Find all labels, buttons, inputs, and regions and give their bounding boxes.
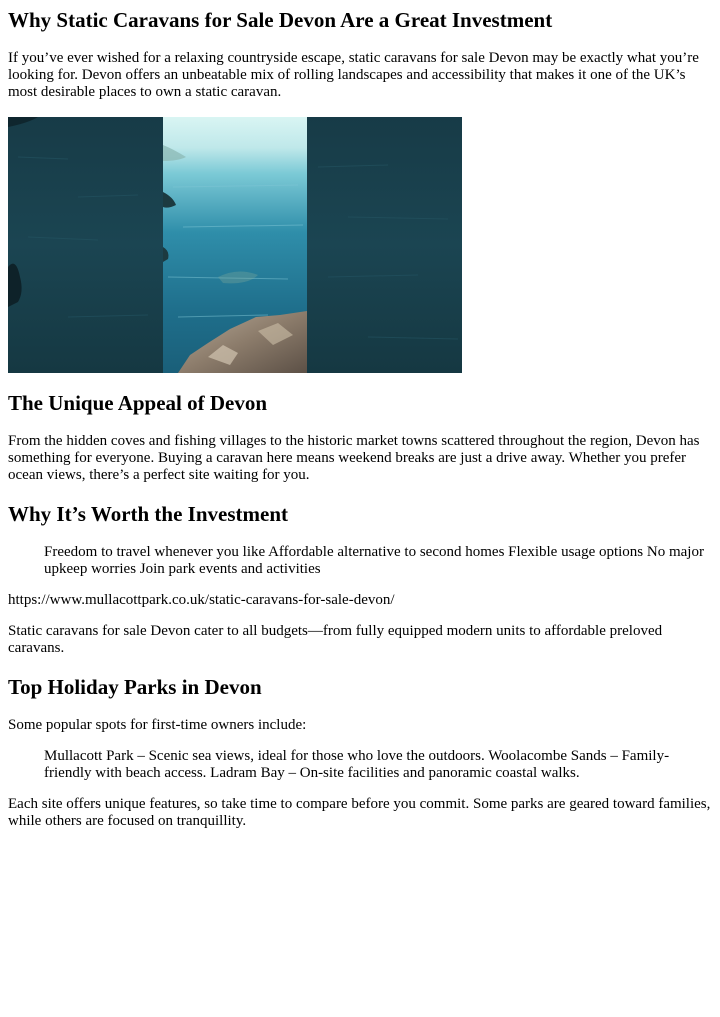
closing-paragraph: Each site offers unique features, so take time to compare before you commit. Some parks are geared toward families, while others are focused on tranquillity. xyxy=(8,796,711,829)
source-url-text: https://www.mullacottpark.co.uk/static-caravans-for-sale-devon/ xyxy=(8,592,395,608)
section-heading-worth: Why It’s Worth the Investment xyxy=(8,502,289,526)
appeal-paragraph: From the hidden coves and fishing villages to the historic market towns scattered throughout the region, Devon has something for everyone. Buying a caravan here means weekend breaks are just a drive away. Whether you prefer ocean views, there’s a perfect site waiting for you. xyxy=(8,433,700,483)
section-heading-appeal: The Unique Appeal of Devon xyxy=(8,391,268,415)
section-heading-parks: Top Holiday Parks in Devon xyxy=(8,675,262,699)
coastal-sea-cliffs-photo xyxy=(8,117,462,373)
benefits-list: Freedom to travel whenever you like Affordable alternative to second homes Flexible usage options No major upkeep worries Join park events and activities xyxy=(44,544,704,577)
intro-paragraph: If you’ve ever wished for a relaxing countryside escape, static caravans for sale Devon may be exactly what you’re looking for. Devon offers an unbeatable mix of rolling landscapes and accessibility that makes it one of the UK’s most desirable places to own a static caravan. xyxy=(8,50,699,100)
parks-lead-paragraph: Some popular spots for first-time owners include: xyxy=(8,717,307,733)
parks-list: Mullacott Park – Scenic sea views, ideal for those who love the outdoors. Woolacombe Sands – Family-friendly with beach access. Ladram Bay – On-site facilities and panoramic coastal walks. xyxy=(44,748,670,781)
page-title: Why Static Caravans for Sale Devon Are a Great Investment xyxy=(8,8,553,32)
budgets-paragraph: Static caravans for sale Devon cater to all budgets—from fully equipped modern units to affordable preloved caravans. xyxy=(8,623,663,656)
